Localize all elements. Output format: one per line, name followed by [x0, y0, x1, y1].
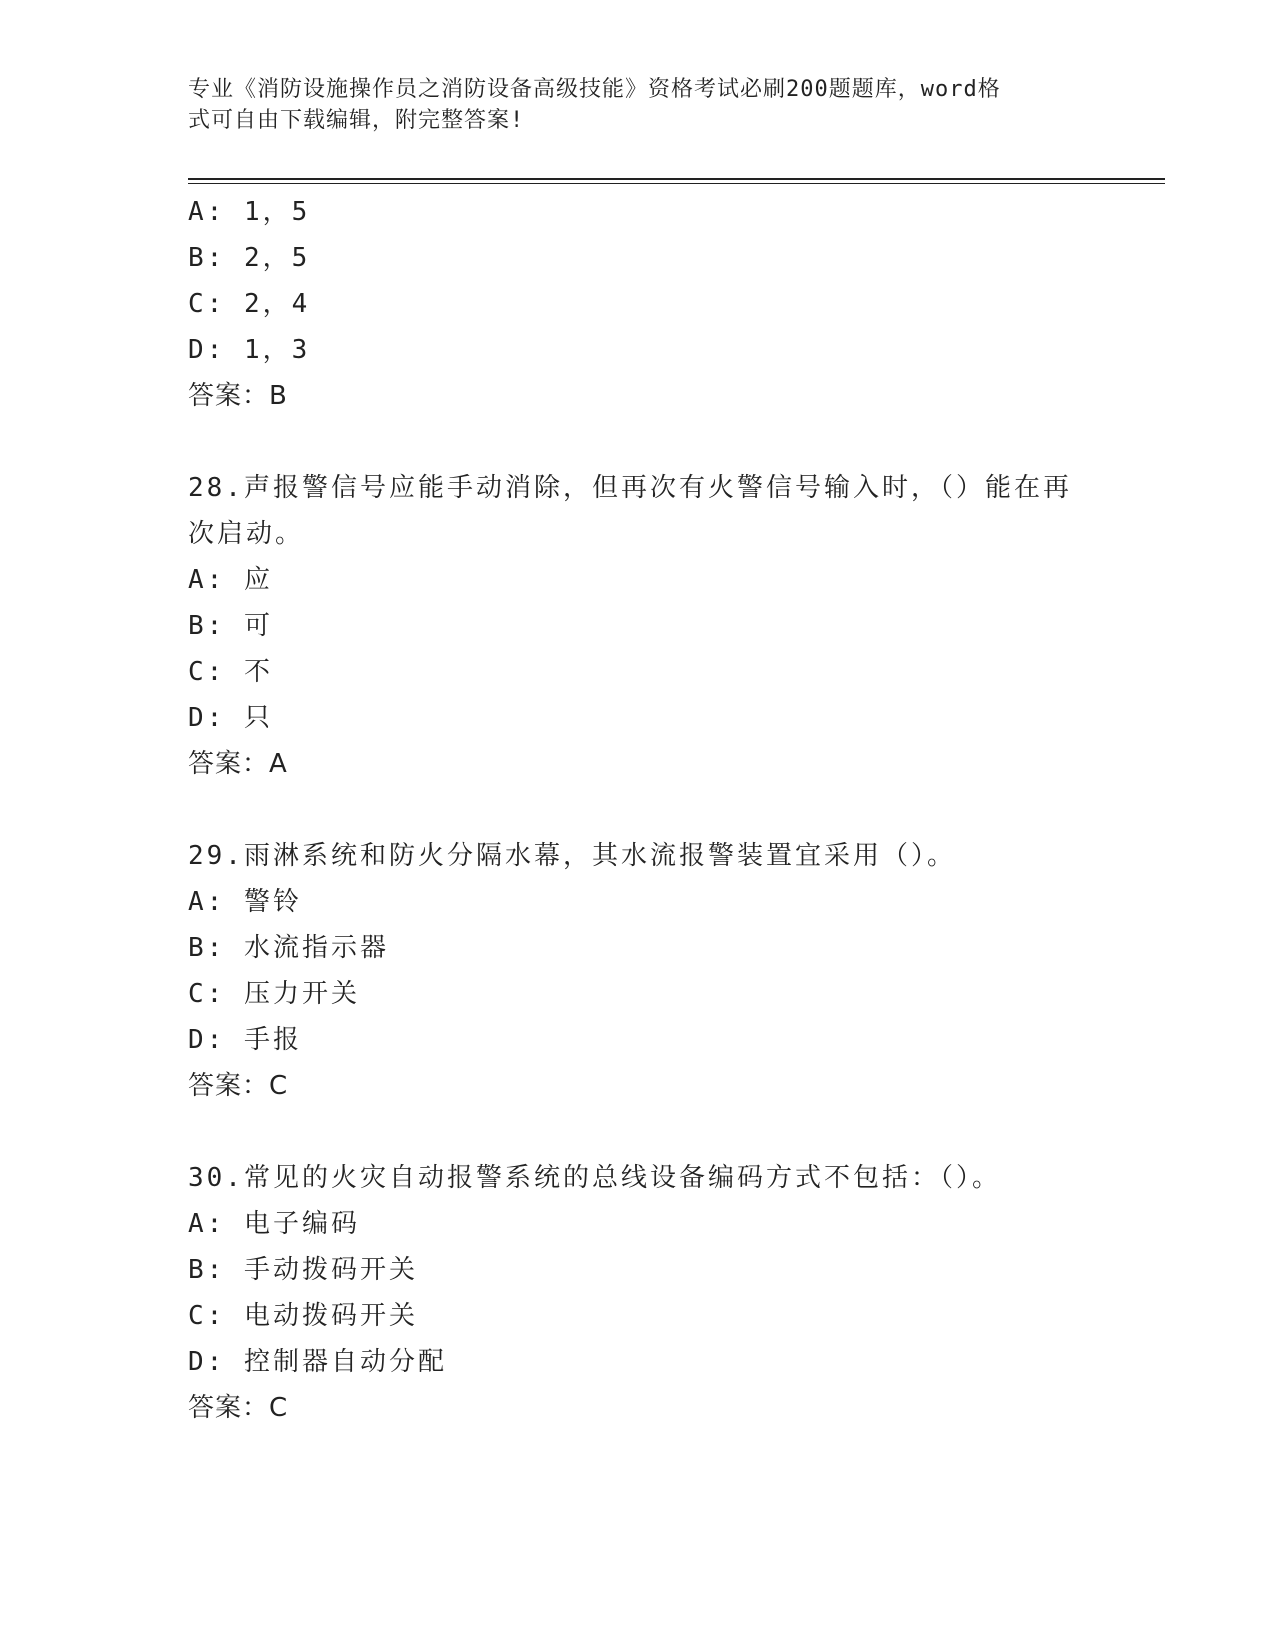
question-stem-line-1: 29.雨淋系统和防火分隔水幕，其水流报警装置宜采用（）。 [188, 841, 956, 871]
question-30 [188, 1155, 1088, 1431]
question-29 [188, 833, 1088, 1109]
option-a: A: 1，5 [188, 197, 311, 227]
option-b: B: 2，5 [188, 243, 311, 273]
question-content [188, 189, 1088, 1431]
option-a: A: 应 [188, 565, 273, 595]
option-b: B: 水流指示器 [188, 933, 389, 963]
question-stem-line-1: 30.常见的火灾自动报警系统的总线设备编码方式不包括：（）。 [188, 1163, 1001, 1193]
answer: 答案：A [188, 749, 288, 779]
header-line-2: 式可自由下载编辑，附完整答案! [188, 108, 525, 133]
option-b: B: 可 [188, 611, 273, 641]
question-28 [188, 465, 1088, 787]
header-line-1: 专业《消防设施操作员之消防设备高级技能》资格考试必刷200题题库，word格 [188, 77, 1001, 102]
answer: 答案：B [188, 381, 288, 411]
spacer [188, 1109, 1088, 1155]
spacer [188, 419, 1088, 465]
spacer [188, 787, 1088, 833]
option-d: D: 控制器自动分配 [188, 1347, 447, 1377]
header-divider-thin [188, 183, 1165, 184]
header-divider-thick [188, 178, 1165, 180]
question-stem-line-2: 次启动。 [188, 519, 305, 549]
option-c: C: 压力开关 [188, 979, 360, 1009]
question-stem-line-1: 28.声报警信号应能手动消除，但再次有火警信号输入时，（）能在再 [188, 473, 1072, 503]
option-d: D: 1，3 [188, 335, 311, 365]
option-d: D: 只 [188, 703, 273, 733]
option-c: C: 2，4 [188, 289, 311, 319]
question-27-continued [188, 189, 1088, 419]
option-a: A: 电子编码 [188, 1209, 360, 1239]
option-a: A: 警铃 [188, 887, 302, 917]
option-d: D: 手报 [188, 1025, 302, 1055]
option-c: C: 电动拨码开关 [188, 1301, 418, 1331]
option-c: C: 不 [188, 657, 273, 687]
option-b: B: 手动拨码开关 [188, 1255, 418, 1285]
document-header [188, 74, 1078, 136]
answer: 答案：C [188, 1393, 289, 1423]
answer: 答案：C [188, 1071, 289, 1101]
